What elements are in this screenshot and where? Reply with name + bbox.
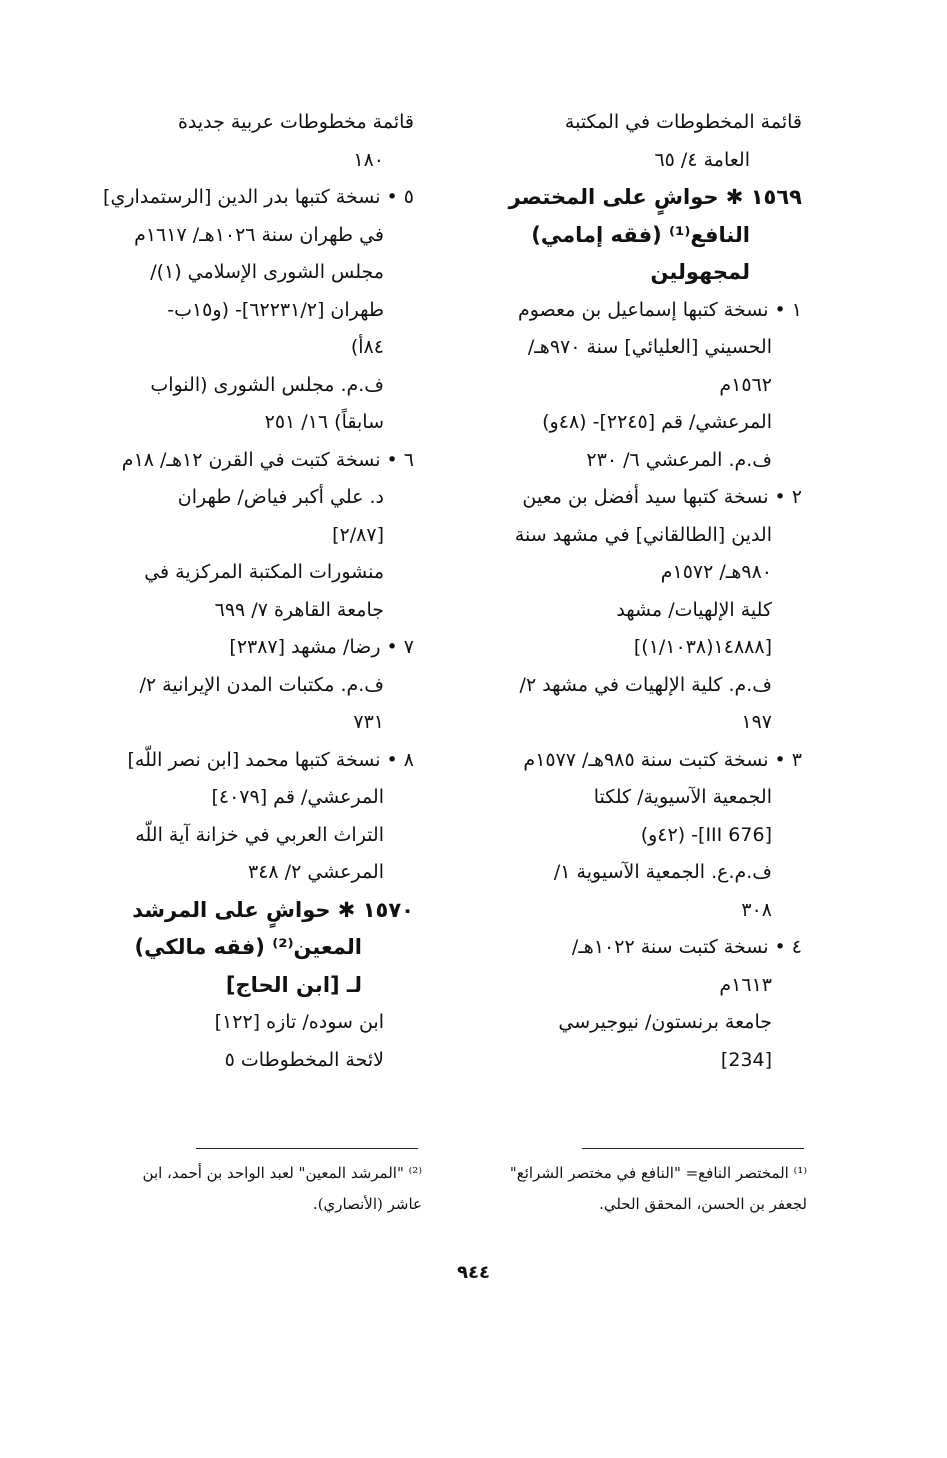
text-line: ف.م.ع. الجمعية الآسيوية ١/ <box>553 861 772 883</box>
text-line: الدين [الطالقاني] في مشهد سنة <box>514 523 772 546</box>
text-line: طهران [٦٢٢٣١/٢]- (و١٥ب- <box>167 298 384 321</box>
text-line: ٥ • نسخة كتبها بدر الدين [الرستمداري] <box>103 186 414 208</box>
text-line: المرعشي/ قم [٢٢٤٥]- (٤٨و) <box>542 411 772 433</box>
right-column <box>470 104 802 1079</box>
text-line: كلية الإلهيات/ مشهد <box>616 598 772 621</box>
text-line: [234] <box>720 1048 772 1071</box>
entry-heading-line: المعين⁽²⁾ (فقه مالكي) <box>134 935 362 959</box>
text-line: التراث العربي في خزانة آية اللّه <box>135 823 384 846</box>
left-column <box>82 104 414 1079</box>
text-line: ٦ • نسخة كتبت في القرن ١٢هـ/ ١٨م <box>121 448 414 471</box>
footnote-line: ⁽²⁾ "المرشد المعين" لعبد الواحد بن أحمد، ابن <box>142 1164 422 1182</box>
text-line: العامة ٤/ ٦٥ <box>654 148 750 171</box>
text-line: جامعة برنستون/ نيوجيرسي <box>558 1011 772 1033</box>
text-line: ف.م. مجلس الشورى (النواب <box>150 373 384 396</box>
text-line: قائمة المخطوطات في المكتبة <box>564 111 802 133</box>
text-line: [١٤٨٨٨(١/١٠٣٨)] <box>633 636 772 658</box>
text-line: ٨٤أ) <box>350 336 384 358</box>
text-line: جامعة القاهرة ٧/ ٦٩٩ <box>214 598 384 621</box>
text-line: ٧ • رضا/ مشهد [٢٣٨٧] <box>229 636 414 658</box>
entry-heading-line: ١٥٧٠ ✱ حواشٍ على المرشد <box>132 897 414 922</box>
footnote-line: لجعفر بن الحسن، المحقق الحلي. <box>599 1195 807 1213</box>
footnote-rule-right <box>582 1148 804 1149</box>
footnote-line: ⁽¹⁾ المختصر النافع= "النافع في مختصر الشرائع" <box>509 1164 807 1182</box>
text-line: ٩٨٠هـ/ ١٥٧٢م <box>660 561 772 583</box>
footnote-right <box>465 1158 807 1220</box>
entry-heading-line: لـ [ابن الحاج] <box>225 972 362 997</box>
text-line: ١٩٧ <box>741 711 772 733</box>
text-line: ٣٠٨ <box>741 898 772 921</box>
page-number: ٩٤٤ <box>457 1262 490 1283</box>
text-line: ٤ • نسخة كتبت سنة ١٠٢٢هـ/ <box>571 936 802 958</box>
text-line: سابقاً) ١٦/ ٢٥١ <box>264 411 384 433</box>
text-line: قائمة مخطوطات عربية جديدة <box>177 111 414 133</box>
text-line: المرعشي ٢/ ٣٤٨ <box>248 861 384 883</box>
text-line: ١٥٦٢م <box>719 373 772 396</box>
entry-heading-line: النافع⁽¹⁾ (فقه إمامي) <box>531 222 750 247</box>
text-line: ٧٣١ <box>353 711 384 733</box>
entry-heading-line: ١٥٦٩ ✱ حواشٍ على المختصر <box>508 185 802 209</box>
text-line: ٨ • نسخة كتبها محمد [ابن نصر اللّه] <box>127 748 414 771</box>
entry-heading-line: لمجهولين <box>650 260 750 284</box>
footnote-left <box>80 1158 422 1220</box>
text-line: ١ • نسخة كتبها إسماعيل بن معصوم <box>518 298 802 321</box>
text-line: ٣ • نسخة كتبت سنة ٩٨٥هـ/ ١٥٧٧م <box>523 748 802 771</box>
text-line: ف.م. مكتبات المدن الإيرانية ٢/ <box>139 673 384 696</box>
text-line: ١٨٠ <box>353 148 384 171</box>
text-line: الجمعية الآسيوية/ كلكتا <box>593 786 772 808</box>
text-line: مجلس الشورى الإسلامي (١)/ <box>150 261 384 283</box>
text-line: ف.م. كلية الإلهيات في مشهد ٢/ <box>519 673 772 696</box>
footnote-rule-left <box>196 1148 418 1149</box>
text-line: ابن سوده/ تازه [١٢٢] <box>214 1011 384 1033</box>
footnote-line: عاشر (الأنصاري). <box>312 1195 422 1213</box>
text-line: منشورات المكتبة المركزية في <box>144 561 384 583</box>
text-line: ١٦١٣م <box>719 973 772 996</box>
text-line: لائحة المخطوطات ٥ <box>224 1048 384 1071</box>
text-line: د. علي أكبر فياض/ طهران <box>177 486 384 508</box>
text-line: [٢/٨٧] <box>332 523 384 546</box>
text-line: المرعشي/ قم [٤٠٧٩] <box>211 786 384 808</box>
text-line: [III 676]- (٤٢و) <box>640 823 772 846</box>
text-line: ٢ • نسخة كتبها سيد أفضل بن معين <box>522 486 802 508</box>
text-line: في طهران سنة ١٠٢٦هـ/ ١٦١٧م <box>134 223 384 246</box>
text-line: الحسيني [العليائي] سنة ٩٧٠هـ/ <box>527 336 772 358</box>
text-line: ف.م. المرعشي ٦/ ٢٣٠ <box>586 448 772 471</box>
